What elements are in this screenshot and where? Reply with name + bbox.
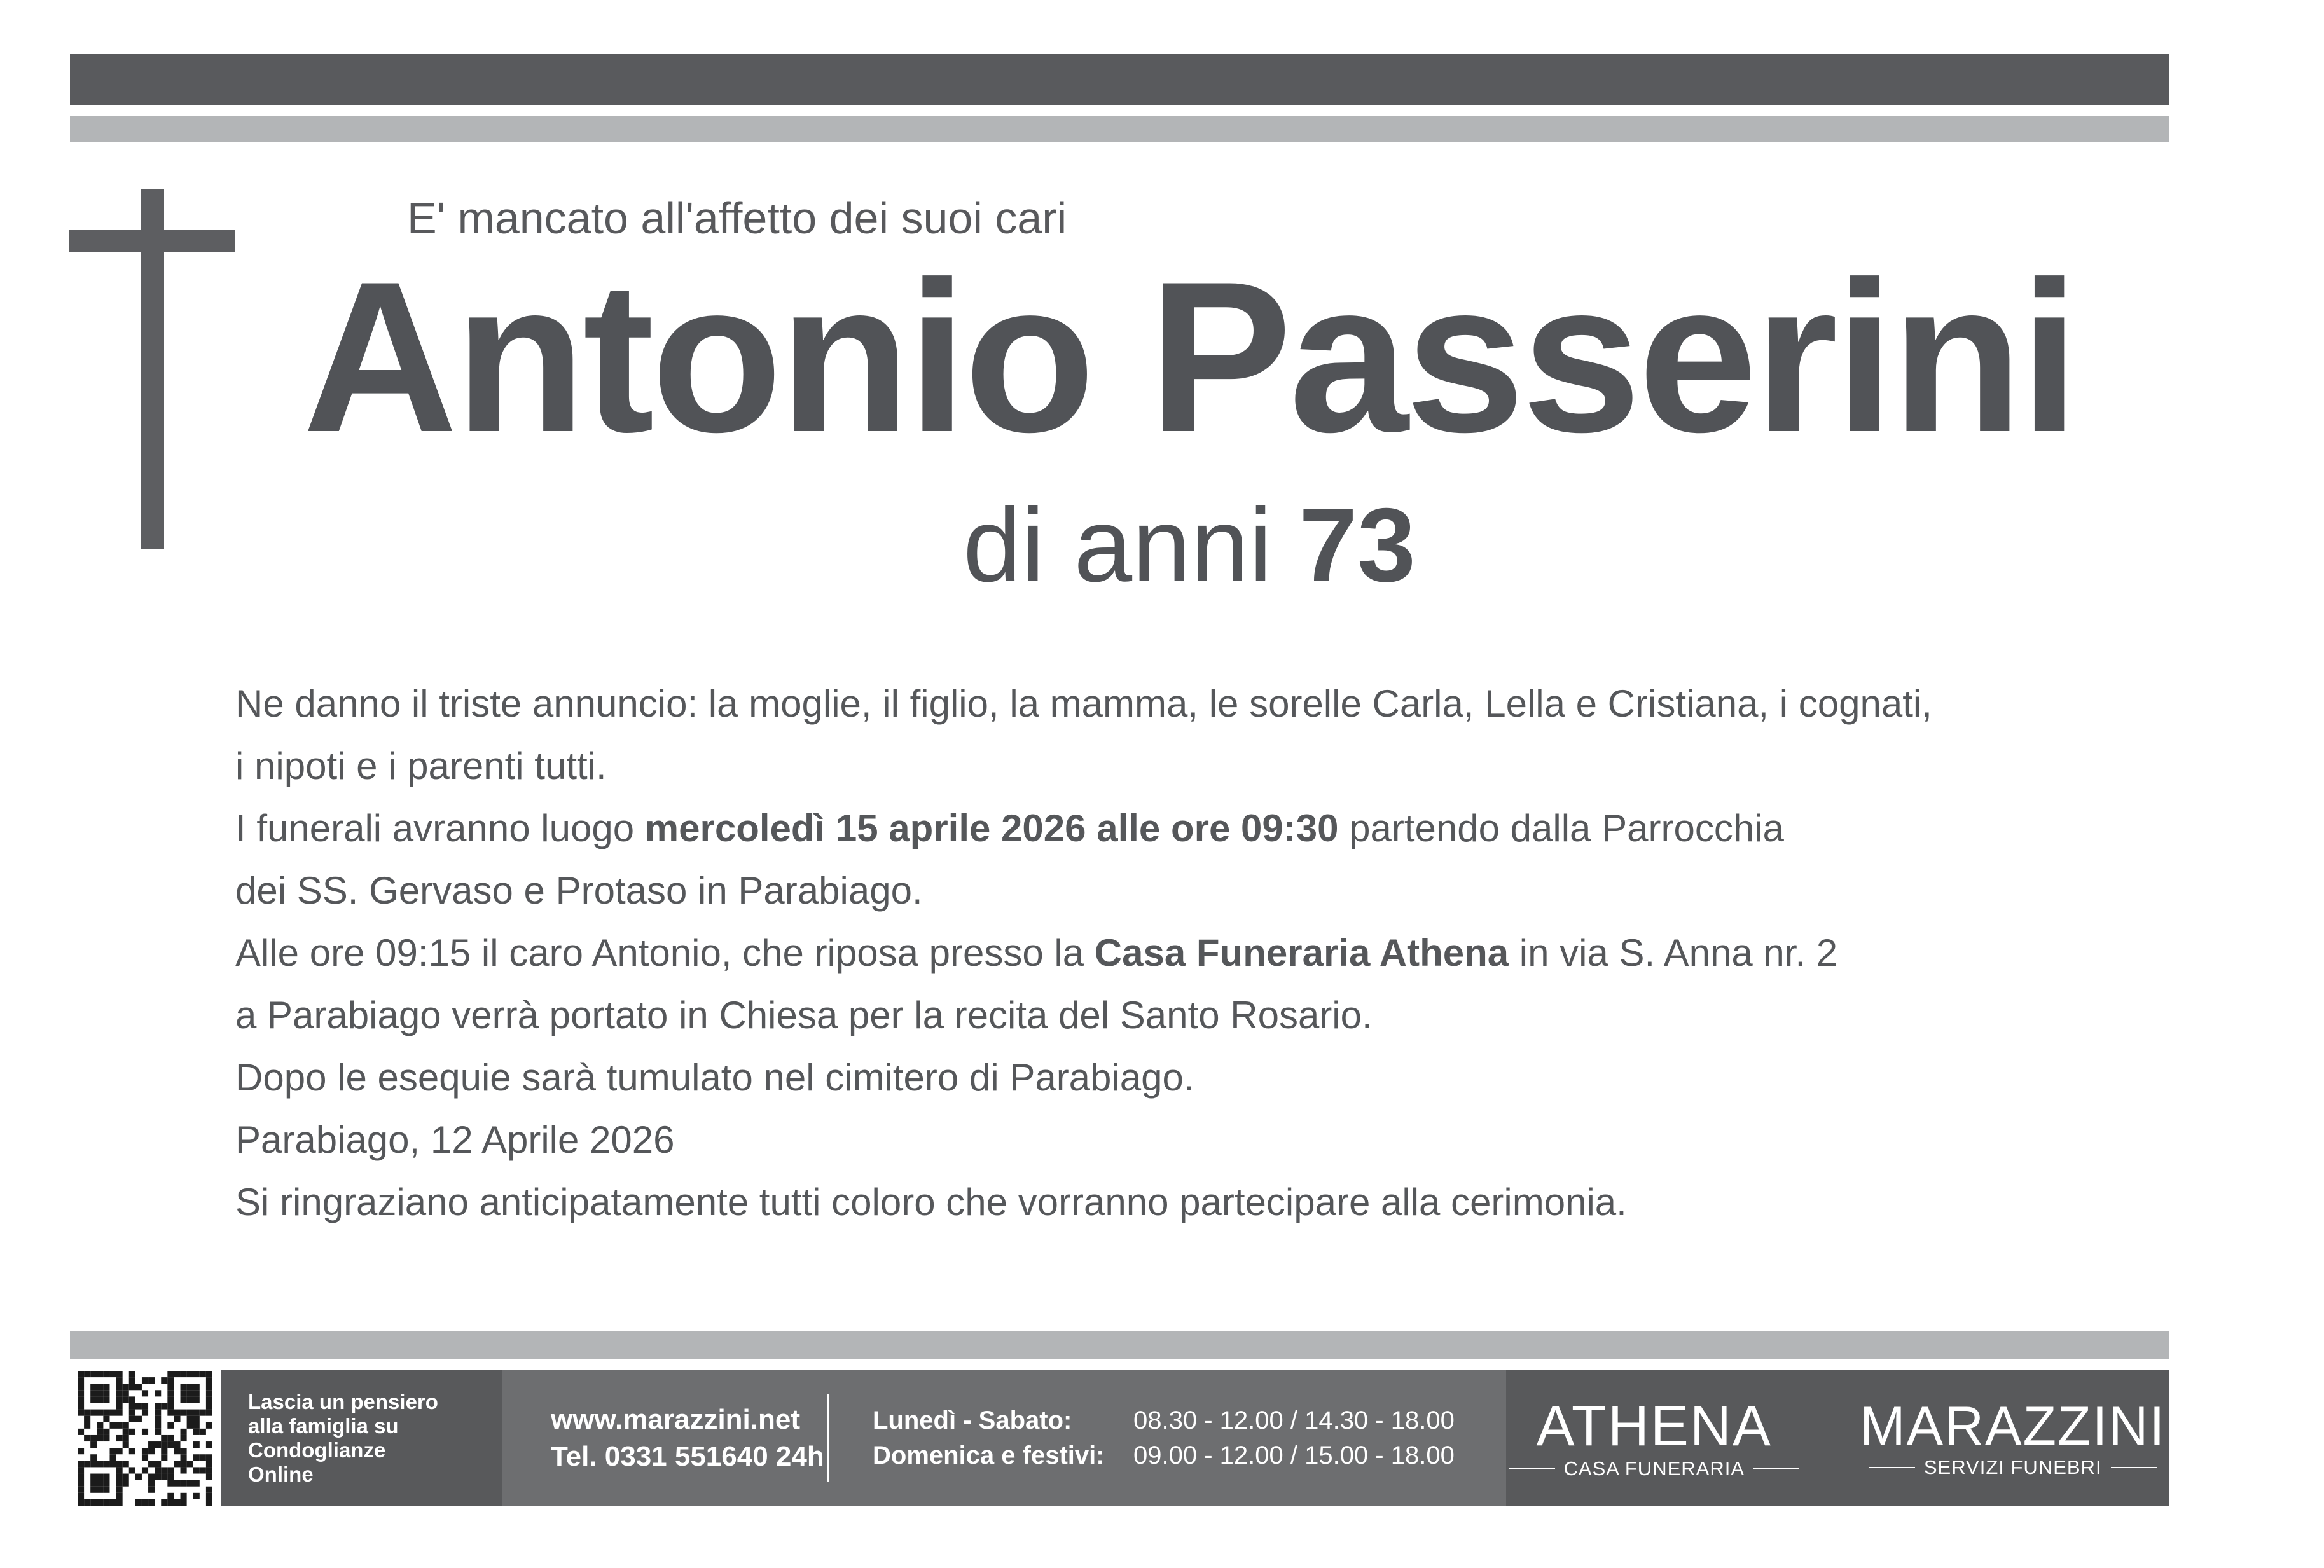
- weekday-hours-label: Lunedì - Sabato:: [873, 1406, 1072, 1434]
- athena-tagline: CASA FUNERARIA: [1509, 1457, 1799, 1480]
- condolences-line: Lascia un pensiero: [248, 1390, 438, 1413]
- weekday-hours-row: [873, 1403, 1455, 1438]
- opening-hours: [873, 1403, 1455, 1473]
- sunday-hours-time: 09.00 - 12.00 / 15.00 - 18.00: [1133, 1441, 1455, 1469]
- marazzini-logo: [1860, 1395, 2166, 1479]
- contact-box: [502, 1370, 1506, 1506]
- condolences-line: Condoglianze: [248, 1438, 386, 1462]
- sunday-hours-row: [873, 1438, 1455, 1473]
- age-value: 73: [1299, 486, 1416, 603]
- weekday-hours-time: 08.30 - 12.00 / 14.30 - 18.00: [1133, 1406, 1455, 1434]
- text-line: a Parabiago verrà portato in Chiesa per la recita del Santo Rosario.: [235, 994, 1373, 1036]
- paragraph-burial: Dopo le esequie sarà tumulato nel cimitero di Parabiago.: [235, 1056, 1194, 1099]
- paragraph-funeral: [235, 797, 2182, 1047]
- top-dark-bar: [70, 54, 2169, 105]
- athena-name: ATHENA: [1536, 1394, 1772, 1458]
- top-light-bar: [70, 116, 2169, 142]
- age-label: di anni: [963, 486, 1273, 603]
- logos-box: [1506, 1370, 2169, 1506]
- marazzini-tagline: SERVIZI FUNEBRI: [1869, 1456, 2157, 1479]
- announcement-body: [235, 673, 2182, 1234]
- cross-horizontal-bar: [69, 230, 235, 252]
- paragraph-family: [235, 673, 2182, 797]
- condolences-box: [221, 1370, 502, 1506]
- phone-text: Tel. 0331 551640 24h: [551, 1441, 824, 1472]
- website-text: www.marazzini.net: [551, 1404, 801, 1435]
- funeral-date-bold: mercoledì 15 aprile 2026 alle ore 09:30: [644, 807, 1339, 849]
- paragraph-thanks: Si ringraziano anticipatamente tutti coloro che vorranno partecipare alla cerimonia.: [235, 1181, 1627, 1223]
- text-line: dei SS. Gervaso e Protaso in Parabiago.: [235, 869, 923, 912]
- qr-code: [78, 1371, 212, 1506]
- contact-column: [551, 1401, 824, 1475]
- deceased-name: Antonio Passerini: [302, 237, 2077, 477]
- intro-text: E' mancato all'affetto dei suoi cari: [407, 193, 1067, 243]
- text-line: Alle ore 09:15 il caro Antonio, che riposa presso la Casa Funeraria Athena in via S. Anna nr. 2: [235, 932, 1838, 974]
- funeral-home-bold: Casa Funeraria Athena: [1094, 932, 1509, 974]
- sunday-hours-label: Domenica e festivi:: [873, 1441, 1105, 1469]
- text-line: i nipoti e i parenti tutti.: [235, 745, 607, 787]
- paragraph-date-place: Parabiago, 12 Aprile 2026: [235, 1118, 675, 1161]
- marazzini-name: MARAZZINI: [1860, 1395, 2166, 1457]
- footer-divider-line: [827, 1394, 829, 1482]
- footer-light-bar: [70, 1331, 2169, 1359]
- condolences-line: Online: [248, 1462, 314, 1486]
- condolences-line: alla famiglia su: [248, 1414, 399, 1438]
- text-line: Ne danno il triste annuncio: la moglie, il figlio, la mamma, le sorelle Carla, Lella e Cristiana, i cognati,: [235, 682, 1932, 725]
- age-line: [235, 486, 2143, 603]
- athena-logo: [1509, 1396, 1799, 1481]
- text-line: I funerali avranno luogo mercoledì 15 aprile 2026 alle ore 09:30 partendo dalla Parrocchia: [235, 807, 1784, 849]
